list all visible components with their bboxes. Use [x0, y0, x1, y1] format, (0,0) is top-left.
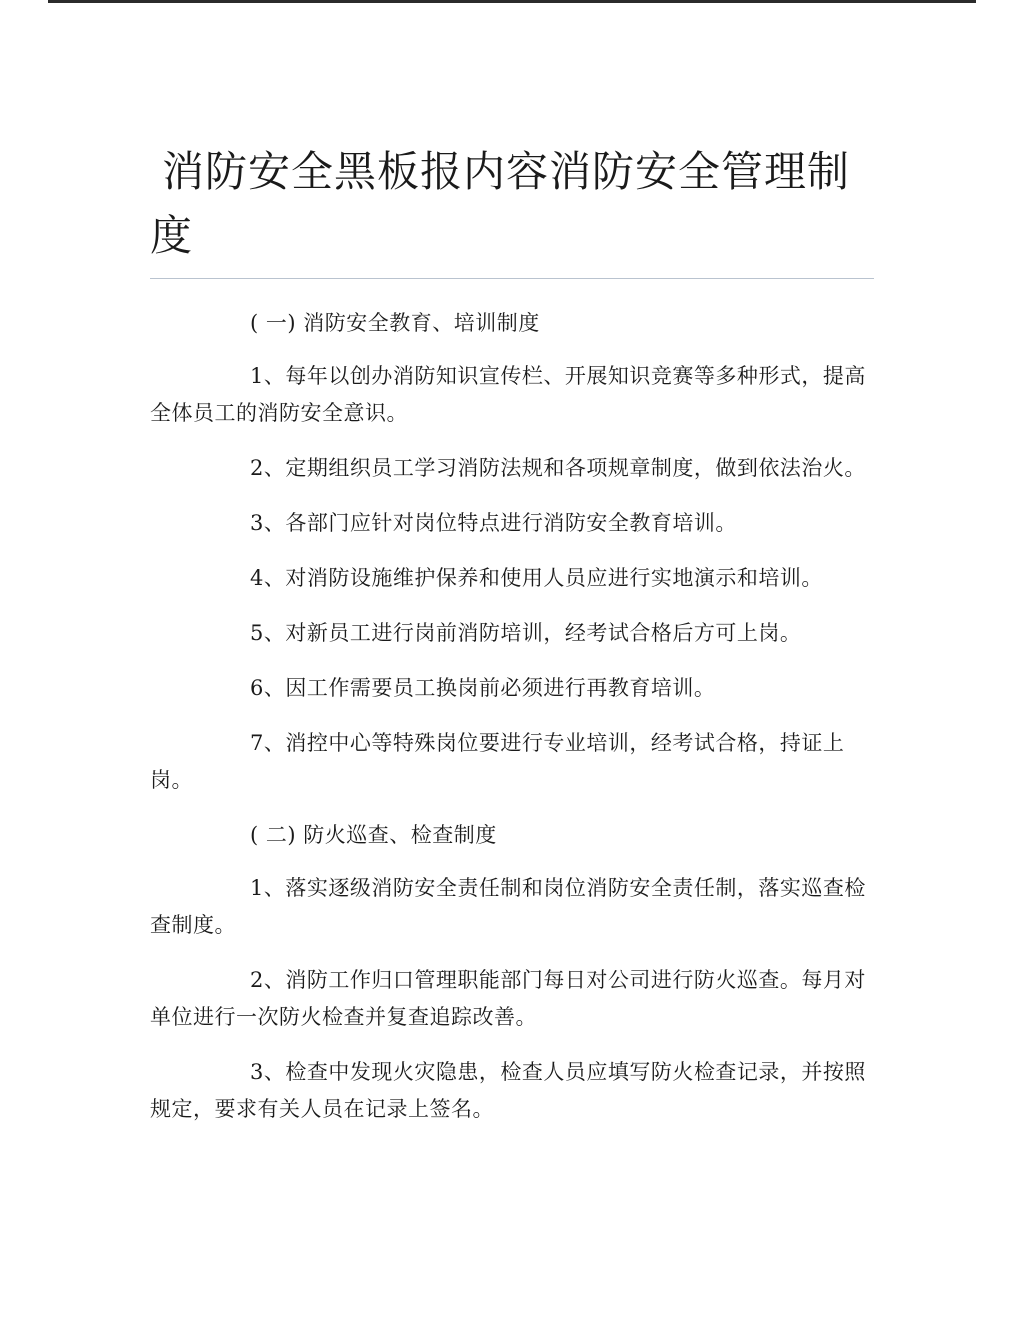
paragraph: 2、定期组织员工学习消防法规和各项规章制度，做到依法治火。 — [250, 456, 866, 480]
top-border-rule — [48, 0, 976, 3]
paragraph: 2、消防工作归口管理职能部门每日对公司进行防火巡查。每月对单位进行一次防火检查并复查追踪改善。 — [150, 968, 866, 1029]
title-underline — [150, 278, 874, 279]
document-title: 消防安全黑板报内容消防安全管理制度 — [150, 147, 851, 260]
document-body — [150, 140, 874, 1146]
section-heading-2: ( 二) 防火巡查、检查制度 — [250, 823, 497, 847]
paragraph: 6、因工作需要员工换岗前必须进行再教育培训。 — [250, 676, 716, 700]
paragraph: 1、每年以创办消防知识宣传栏、开展知识竞赛等多种形式，提高全体员工的消防安全意识。 — [150, 364, 866, 425]
paragraph: 3、检查中发现火灾隐患，检查人员应填写防火检查记录，并按照规定，要求有关人员在记录上签名。 — [150, 1060, 866, 1121]
paragraph: 7、消控中心等特殊岗位要进行专业培训，经考试合格，持证上岗。 — [150, 731, 845, 792]
paragraph: 1、落实逐级消防安全责任制和岗位消防安全责任制，落实巡查检查制度。 — [150, 876, 866, 937]
paragraph: 4、对消防设施维护保养和使用人员应进行实地演示和培训。 — [250, 566, 823, 590]
paragraph: 3、各部门应针对岗位特点进行消防安全教育培训。 — [250, 511, 737, 535]
paragraph: 5、对新员工进行岗前消防培训，经考试合格后方可上岗。 — [250, 621, 802, 645]
section-heading-1: ( 一) 消防安全教育、培训制度 — [250, 311, 540, 335]
